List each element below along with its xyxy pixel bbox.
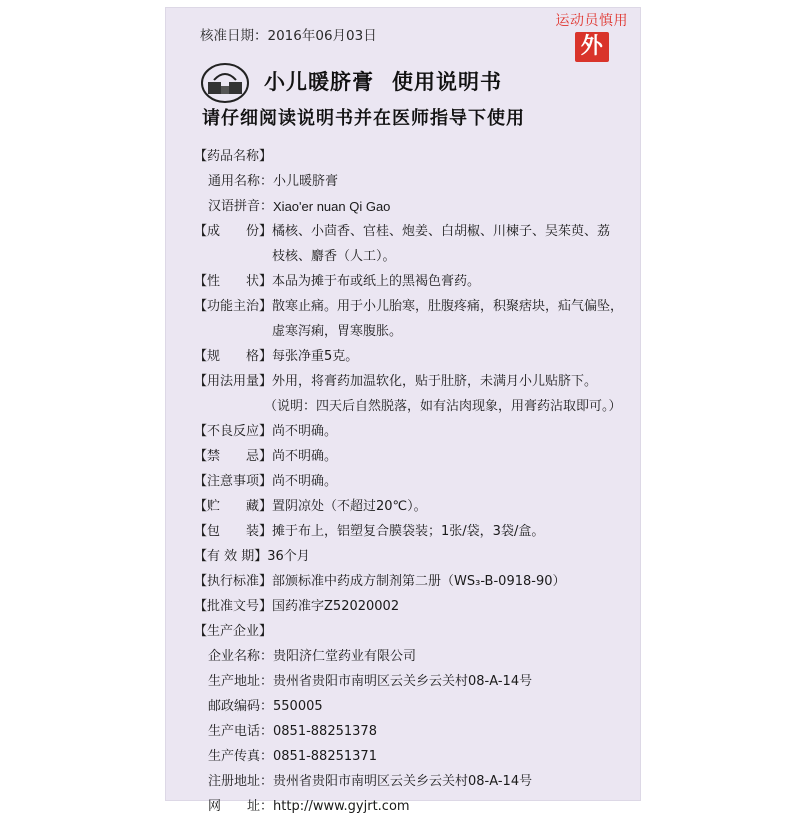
address-row <box>194 669 632 694</box>
website-link[interactable]: http://www.gyjrt.com <box>273 799 410 814</box>
field-label: 邮政编码： <box>208 699 274 714</box>
field-value: Xiao'er nuan Qi Gao <box>273 199 391 214</box>
section-indication <box>194 294 632 344</box>
section-value: 外用，将膏药加温软化，贴于肚脐，未满月小儿贴脐下。 <box>272 374 598 389</box>
reading-instruction: 请仔细阅读说明书并在医师指导下使用 <box>202 108 525 129</box>
section-value: 尚不明确。 <box>272 474 338 489</box>
usage-note-text: （说明：四天后自然脱落，如有沾肉现象，用膏药沾取即可。） <box>264 399 622 414</box>
section-label: 【性 状】 <box>194 274 273 289</box>
section-value: 国药准字Z52020002 <box>272 599 400 614</box>
section-manufacturer <box>194 619 632 644</box>
section-label: 【用法用量】 <box>194 374 273 389</box>
section-label: 【禁 忌】 <box>194 449 273 464</box>
section-label: 【注意事项】 <box>194 474 273 489</box>
section-value <box>272 294 632 344</box>
section-value: 36个月 <box>267 549 310 564</box>
field-value: 0851-88251371 <box>273 749 377 764</box>
field-value: 小儿暖脐膏 <box>273 174 339 189</box>
field-value: 贵州省贵阳市南明区云关乡云关村08-A-14号 <box>273 674 533 689</box>
approval-date: 核准日期：2016年06月03日 <box>200 28 377 44</box>
field-value: 贵阳济仁堂药业有限公司 <box>273 649 417 664</box>
section-label: 【有 效 期】 <box>194 549 268 564</box>
instruction-body <box>194 144 632 819</box>
field-label: 生产电话： <box>208 724 274 739</box>
section-label: 【功能主治】 <box>194 299 273 314</box>
company-row <box>194 644 632 669</box>
field-label: 通用名称： <box>208 174 274 189</box>
fax-row <box>194 744 632 769</box>
section-drug-name <box>194 144 632 169</box>
section-approval-number <box>194 594 632 619</box>
section-caution <box>194 469 632 494</box>
section-spec <box>194 344 632 369</box>
section-value: 尚不明确。 <box>272 424 338 439</box>
indication-line-1: 散寒止痛。用于小儿胎寒，肚腹疼痛，积聚痞块，疝气偏坠， <box>272 299 624 314</box>
section-appearance <box>194 269 632 294</box>
section-standard <box>194 569 632 594</box>
section-value: 摊于布上，铝塑复合膜袋装；1张/袋，3袋/盒。 <box>272 524 545 539</box>
postcode-row <box>194 694 632 719</box>
phone-row <box>194 719 632 744</box>
section-label: 【不良反应】 <box>194 424 273 439</box>
field-value: 贵州省贵阳市南明区云关乡云关村08-A-14号 <box>273 774 533 789</box>
section-value: 本品为摊于布或纸上的黑褐色膏药。 <box>272 274 481 289</box>
website-row <box>194 794 632 819</box>
section-label: 【规 格】 <box>194 349 273 364</box>
section-package <box>194 519 632 544</box>
athlete-caution-badge <box>556 10 629 62</box>
ingredients-line-2: 枝核、麝香（人工）。 <box>272 249 396 264</box>
field-value: 550005 <box>273 699 323 714</box>
section-label: 【执行标准】 <box>194 574 273 589</box>
section-label: 【贮 藏】 <box>194 499 273 514</box>
section-storage <box>194 494 632 519</box>
section-label: 【批准文号】 <box>194 599 273 614</box>
section-contraindication <box>194 444 632 469</box>
instruction-sheet <box>166 8 640 814</box>
section-label: 【包 装】 <box>194 524 273 539</box>
athlete-caution-text: 运动员慎用 <box>555 13 628 29</box>
section-value: 部颁标准中药成方制剂第二册（WS₃-B-0918-90） <box>272 574 566 589</box>
section-adverse <box>194 419 632 444</box>
field-value: 0851-88251378 <box>273 724 377 739</box>
indication-line-2: 虚寒泻痢，胃寒腹胀。 <box>272 324 403 339</box>
field-label: 生产地址： <box>208 674 274 689</box>
section-ingredients <box>194 219 632 269</box>
field-label: 汉语拼音： <box>208 199 274 214</box>
field-label: 注册地址： <box>208 774 274 789</box>
title-suffix: 使用说明书 <box>392 70 502 94</box>
generic-name-row <box>194 169 632 194</box>
section-label: 【生产企业】 <box>194 624 273 639</box>
section-value: 置阴凉处（不超过20℃）。 <box>272 499 427 514</box>
section-validity <box>194 544 632 569</box>
section-value: 尚不明确。 <box>272 449 338 464</box>
field-label: 生产传真： <box>208 749 274 764</box>
pinyin-row <box>194 194 632 219</box>
external-use-mark: 外 <box>575 32 609 62</box>
section-label: 【成 份】 <box>194 224 273 239</box>
field-label: 网 址： <box>208 799 274 814</box>
usage-note <box>194 394 632 419</box>
registered-address-row <box>194 769 632 794</box>
section-value <box>272 219 632 269</box>
section-value: 每张净重5克。 <box>272 349 359 364</box>
section-usage <box>194 369 632 394</box>
drug-title: 小儿暖脐膏 <box>264 70 374 94</box>
ingredients-line-1: 橘核、小茴香、官桂、炮姜、白胡椒、川楝子、吴茱萸、荔 <box>272 224 611 239</box>
section-label: 【药品名称】 <box>194 149 273 164</box>
document-title <box>264 66 502 96</box>
field-label: 企业名称： <box>208 649 274 664</box>
brand-logo-icon <box>200 60 250 104</box>
